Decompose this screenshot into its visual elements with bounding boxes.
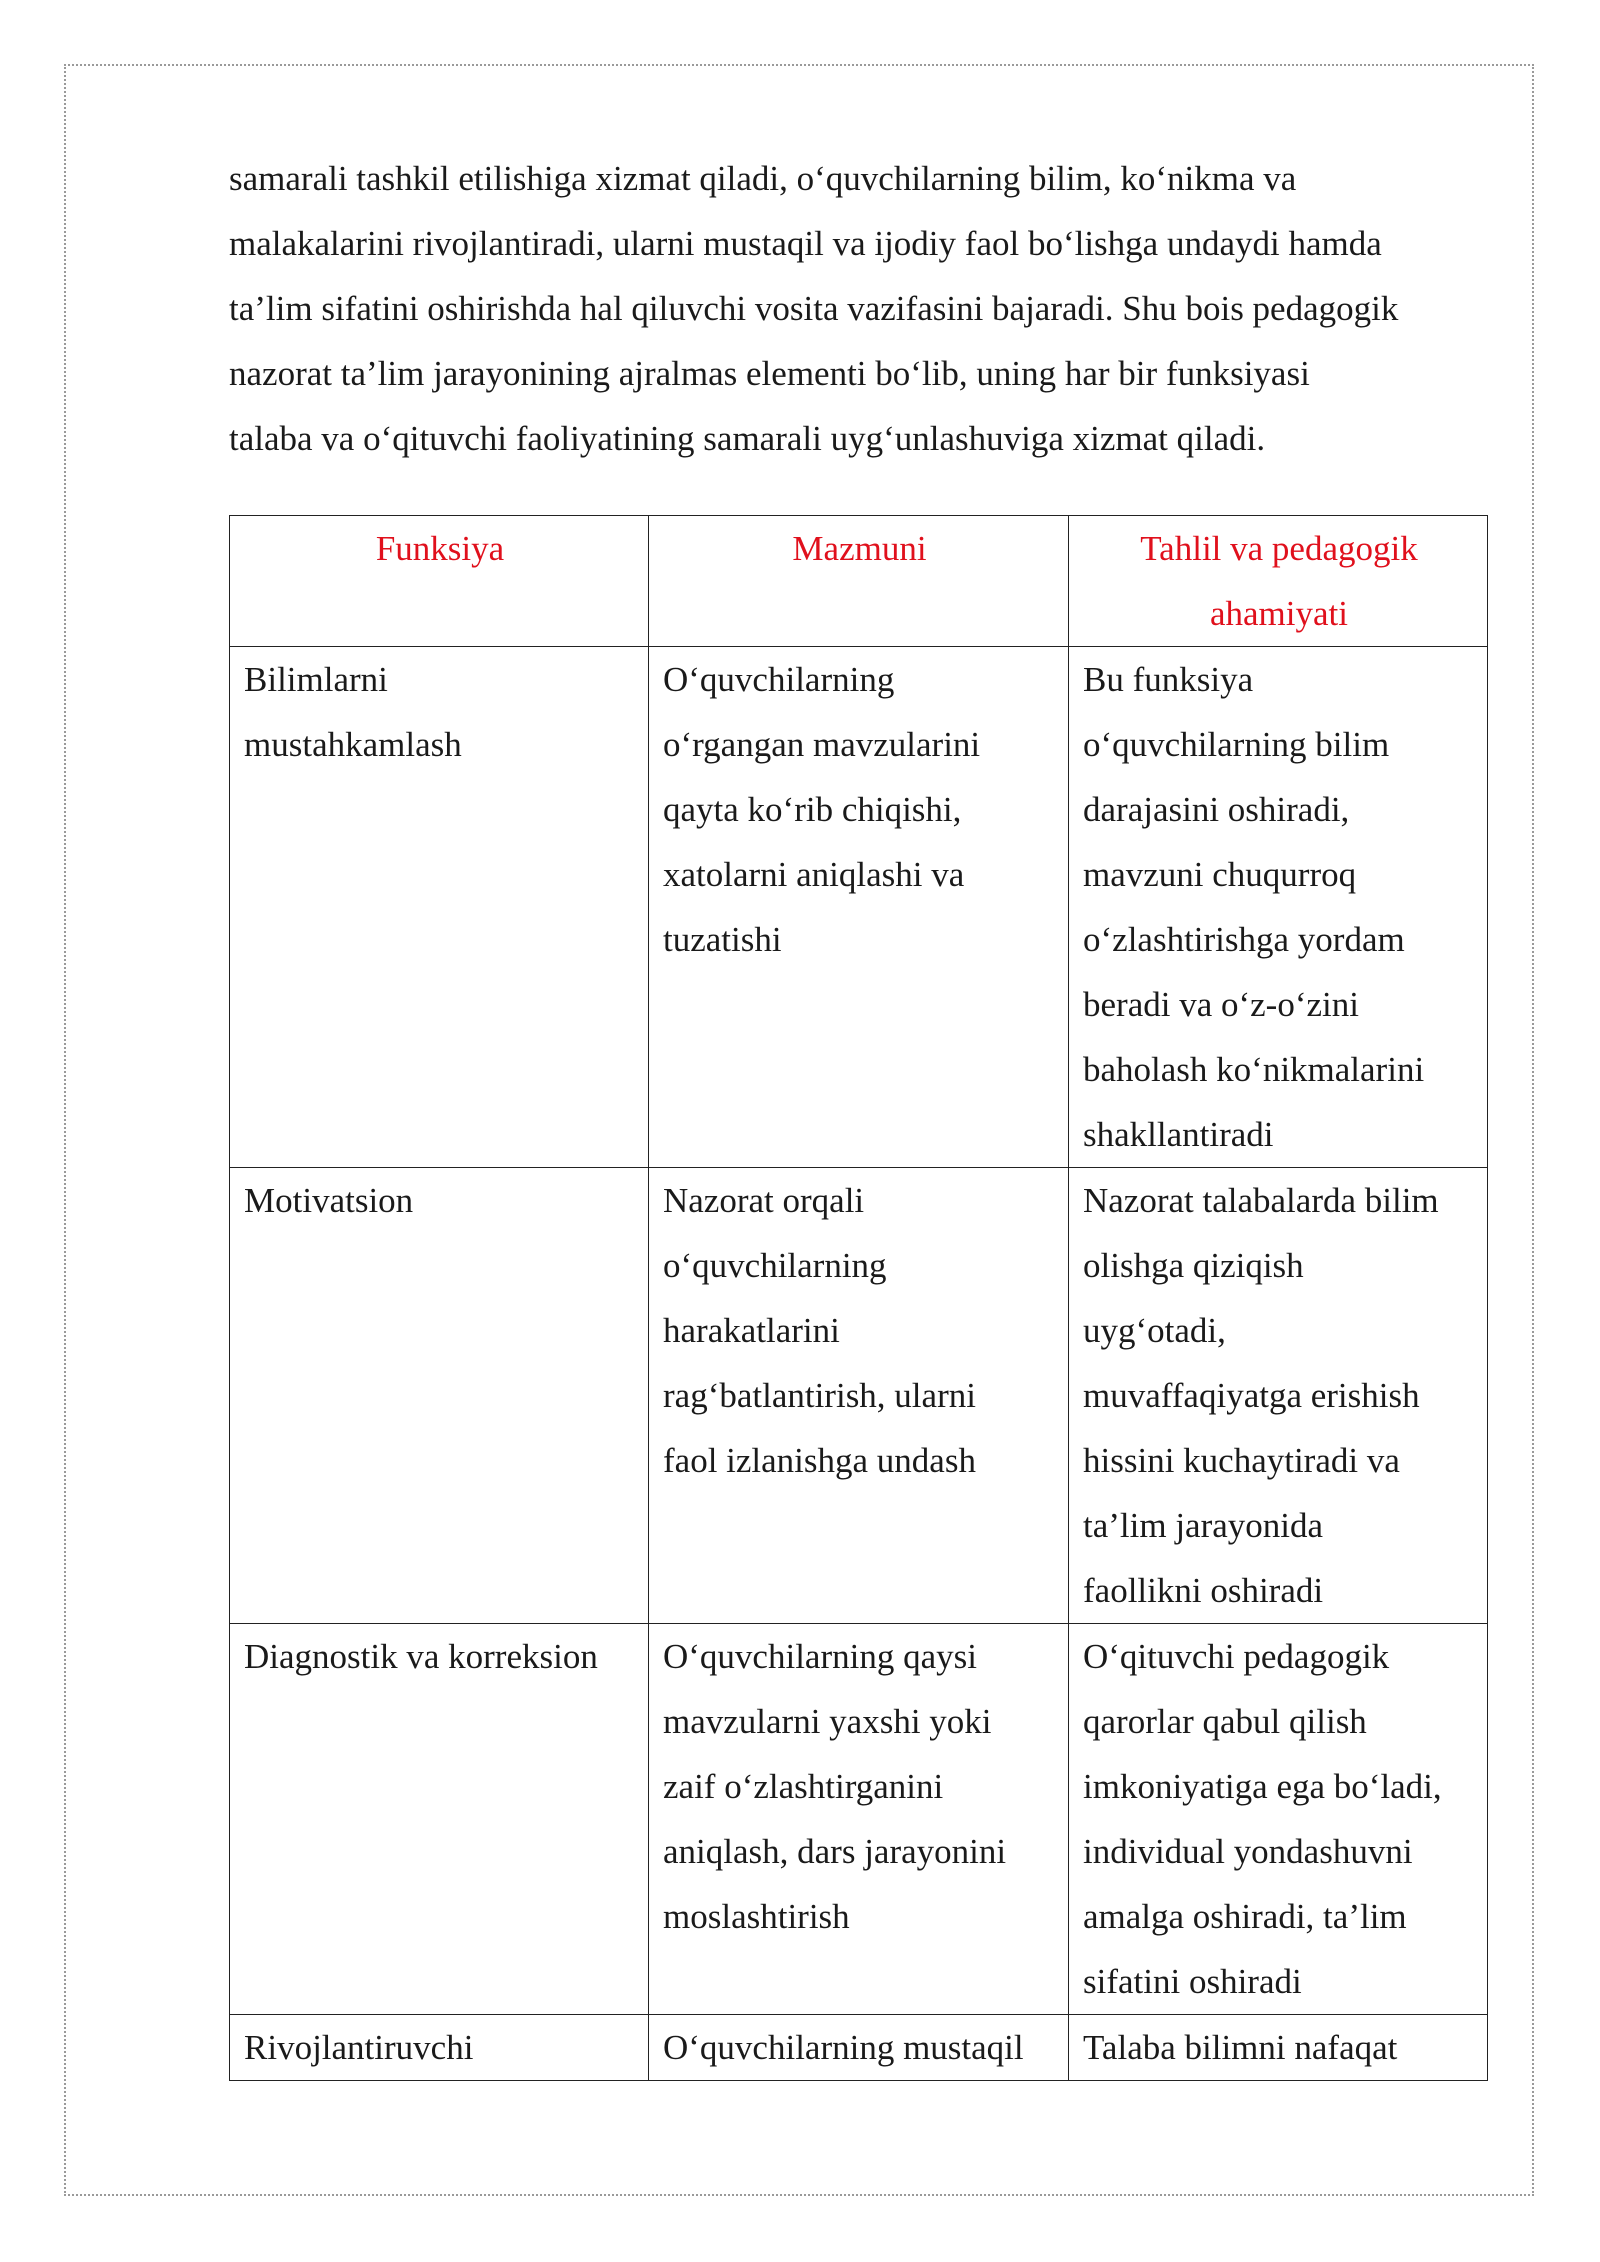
- cell-analysis: [1069, 647, 1488, 1168]
- cell-text: ta’lim jarayonida: [1083, 1506, 1324, 1545]
- cell-text: xatolarni aniqlashi va: [663, 855, 965, 894]
- cell-text: faol izlanishga undash: [663, 1441, 976, 1480]
- header-text: ahamiyati: [1209, 594, 1348, 633]
- cell-text: baholash ko‘nikmalarini: [1083, 1050, 1425, 1089]
- cell-text: qayta ko‘rib chiqishi,: [663, 790, 962, 829]
- intro-line: nazorat ta’lim jarayonining ajralmas elementi bo‘lib, uning har bir funksiyasi: [229, 354, 1310, 393]
- cell-text: Bilimlarni: [244, 660, 388, 699]
- cell-text: Talaba bilimni nafaqat: [1083, 2028, 1398, 2067]
- cell-text: O‘quvchilarning mustaqil: [663, 2028, 1024, 2067]
- cell-text: olishga qiziqish: [1083, 1246, 1304, 1285]
- cell-text: Motivatsion: [244, 1181, 414, 1220]
- cell-text: Bu funksiya: [1083, 660, 1254, 699]
- cell-content: [649, 1168, 1069, 1624]
- table-row: [230, 2015, 1488, 2081]
- intro-paragraph: [229, 146, 1489, 471]
- cell-text: imkoniyatiga ega bo‘ladi,: [1083, 1767, 1442, 1806]
- cell-text: harakatlarini: [663, 1311, 840, 1350]
- cell-text: rag‘batlantirish, ularni: [663, 1376, 976, 1415]
- header-content: [649, 516, 1069, 647]
- intro-line: talaba va o‘qituvchi faoliyatining samarali uyg‘unlashuviga xizmat qiladi.: [229, 419, 1266, 458]
- cell-analysis: [1069, 2015, 1488, 2081]
- header-analysis: [1069, 516, 1488, 647]
- cell-text: amalga oshiradi, ta’lim: [1083, 1897, 1407, 1936]
- cell-text: qarorlar qabul qilish: [1083, 1702, 1367, 1741]
- cell-text: O‘quvchilarning: [663, 660, 895, 699]
- cell-text: Rivojlantiruvchi: [244, 2028, 474, 2067]
- cell-content: [649, 1624, 1069, 2015]
- cell-text: uyg‘otadi,: [1083, 1311, 1226, 1350]
- header-text: Mazmuni: [792, 529, 927, 568]
- cell-text: o‘rgangan mavzularini: [663, 725, 981, 764]
- cell-text: tuzatishi: [663, 920, 782, 959]
- cell-text: mustahkamlash: [244, 725, 462, 764]
- table-row: [230, 647, 1488, 1168]
- cell-text: darajasini oshiradi,: [1083, 790, 1350, 829]
- cell-text: aniqlash, dars jarayonini: [663, 1832, 1007, 1871]
- cell-analysis: [1069, 1168, 1488, 1624]
- cell-text: Nazorat orqali: [663, 1181, 865, 1220]
- cell-text: moslashtirish: [663, 1897, 850, 1936]
- cell-function: [230, 2015, 649, 2081]
- cell-content: [649, 2015, 1069, 2081]
- header-function: [230, 516, 649, 647]
- cell-text: mavzularni yaxshi yoki: [663, 1702, 992, 1741]
- table-row: [230, 1624, 1488, 2015]
- cell-text: shakllantiradi: [1083, 1115, 1274, 1154]
- cell-text: Diagnostik va korreksion: [244, 1637, 598, 1676]
- cell-text: mavzuni chuqurroq: [1083, 855, 1357, 894]
- table-header-row: [230, 516, 1488, 647]
- cell-function: [230, 1624, 649, 2015]
- header-text: Tahlil va pedagogik: [1140, 529, 1418, 568]
- cell-text: zaif o‘zlashtirganini: [663, 1767, 944, 1806]
- cell-text: Nazorat talabalarda bilim: [1083, 1181, 1439, 1220]
- cell-text: beradi va o‘z-o‘zini: [1083, 985, 1359, 1024]
- functions-table: [229, 515, 1488, 2081]
- cell-text: o‘quvchilarning: [663, 1246, 887, 1285]
- cell-function: [230, 1168, 649, 1624]
- cell-text: O‘qituvchi pedagogik: [1083, 1637, 1390, 1676]
- cell-text: O‘quvchilarning qaysi: [663, 1637, 977, 1676]
- cell-function: [230, 647, 649, 1168]
- cell-text: individual yondashuvni: [1083, 1832, 1413, 1871]
- table-row: [230, 1168, 1488, 1624]
- cell-text: sifatini oshiradi: [1083, 1962, 1302, 2001]
- cell-text: o‘zlashtirishga yordam: [1083, 920, 1405, 959]
- intro-line: malakalarini rivojlantiradi, ularni mustaqil va ijodiy faol bo‘lishga undaydi hamda: [229, 224, 1382, 263]
- cell-text: faollikni oshiradi: [1083, 1571, 1324, 1610]
- cell-text: muvaffaqiyatga erishish: [1083, 1376, 1420, 1415]
- intro-line: ta’lim sifatini oshirishda hal qiluvchi vosita vazifasini bajaradi. Shu bois pedagogik: [229, 289, 1399, 328]
- cell-content: [649, 647, 1069, 1168]
- cell-analysis: [1069, 1624, 1488, 2015]
- intro-line: samarali tashkil etilishiga xizmat qiladi, o‘quvchilarning bilim, ko‘nikma va: [229, 159, 1297, 198]
- cell-text: hissini kuchaytiradi va: [1083, 1441, 1400, 1480]
- header-text: Funksiya: [375, 529, 505, 568]
- cell-text: o‘quvchilarning bilim: [1083, 725, 1390, 764]
